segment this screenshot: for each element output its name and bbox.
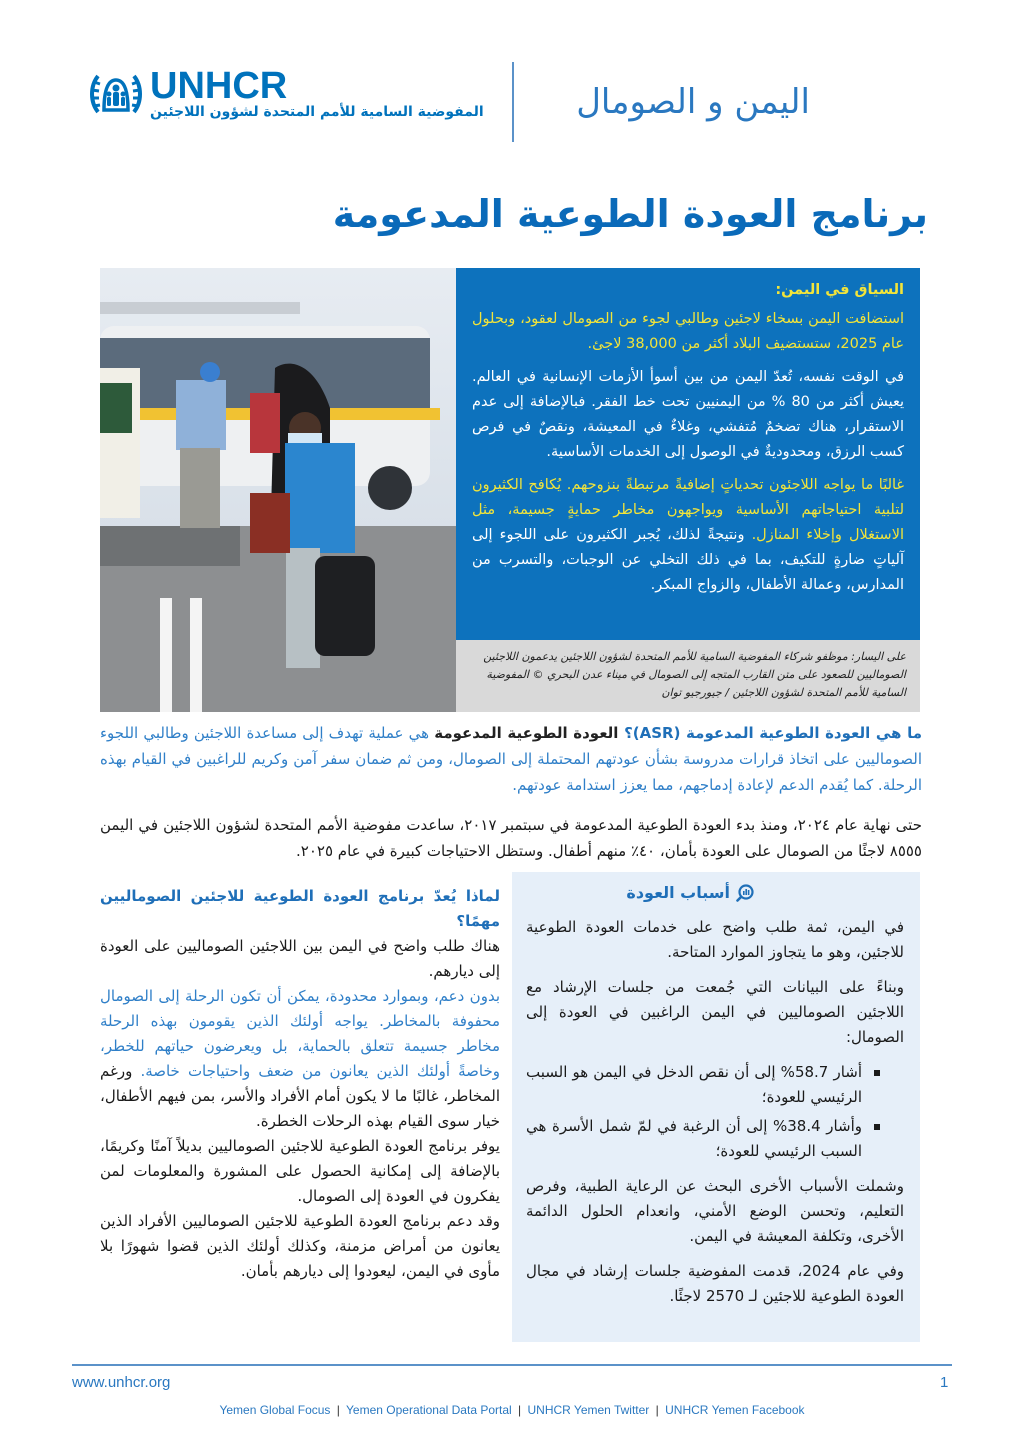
reason-income: أشار 58.7% إلى أن نقص الدخل في اليمن هو السبب الرئيسي للعودة؛: [526, 1063, 862, 1106]
context-heading: السياق في اليمن:: [775, 282, 904, 298]
reasons-paragraph-other: وشملت الأسباب الأخرى البحث عن الرعاية الطبية، وفرص التعليم، وتحسن الوضع الأمني، وانعدام الحلول الدائمة الأخرى، وتكلفة المعيشة في اليمن.: [526, 1177, 904, 1245]
risks-rest: ورغم المخاطر، غالبًا ما لا يكون أمام الأفراد والأسر، بمن فيهم الأطفال، خيار سوى القيام بهذه الرحلات الخطرة.: [100, 1062, 500, 1130]
logo-wordmark: UNHCR: [150, 65, 288, 107]
link-yemen-operational-data-portal[interactable]: Yemen Operational Data Portal: [346, 1403, 512, 1417]
reasons-list: [526, 1060, 904, 1164]
unhcr-logo: [88, 64, 508, 134]
reasons-list-item: [526, 1114, 876, 1164]
link-unhcr-yemen-twitter[interactable]: UNHCR Yemen Twitter: [527, 1403, 650, 1417]
page-title: برنامج العودة الطوعية المدعومة: [332, 192, 928, 236]
reasons-paragraph-demand: في اليمن، ثمة طلب واضح على خدمات العودة الطوعية للاجئين، وهو ما يتجاوز الموارد المتاحة.: [526, 918, 904, 961]
header-title: اليمن و الصومال: [576, 82, 810, 122]
reasons-heading: أسباب العودة: [626, 883, 730, 902]
reasons-list-item: [526, 1060, 876, 1110]
challenges-highlight: غالبًا ما يواجه اللاجئون تحدياتٍ إضافيةً مرتبطةً بنزوحهم. يُكافح الكثيرون لتلبية احتياجاتهم الأساسية ويواجهون مخاطر حمايةٍ جسيمة، مثل الاستغلال وإخلاء المنازل.: [472, 477, 904, 543]
refugees-boarding-photo: [100, 268, 456, 712]
risks-highlight: بدون دعم، وبموارد محدودة، يمكن أن تكون الرحلة إلى الصومال محفوفة بالمخاطر. يواجه أولئك الذين يقومون بهذه الرحلة مخاطر جسيمة تتعلق بالحماية، بل ويعرضون حياتهم للخطر، وخاصةً أولئك الذين يعانون من ضعف واحتياجات خاصة.: [100, 987, 500, 1080]
header-divider: [512, 62, 514, 142]
context-paragraph-crisis: في الوقت نفسه، تُعدّ اليمن من بين أسوأ الأزمات الإنسانية في العالم. يعيش أكثر من 80 % من اليمنيين تحت خط الفقر. فبالإضافة إلى عدم الاستقرار، هناك تضخمٌ مُتفشي، وغلاءٌ في المعيشة، ونقصٌ في فرص كسب الرزق، ومحدوديةٌ في الوصول إلى الخدمات الأساسية.: [472, 369, 904, 460]
link-unhcr-yemen-facebook[interactable]: UNHCR Yemen Facebook: [665, 1403, 805, 1417]
page-number: 1: [940, 1374, 949, 1391]
reasons-paragraph-counselling: وفي عام 2024، قدمت المفوضية جلسات إرشاد في مجال العودة الطوعية للاجئين لـ 2570 لاجئًا.: [526, 1262, 904, 1305]
reasons-paragraph-data: وبناءً على البيانات التي جُمعت من جلسات الإرشاد مع اللاجئين الصوماليين في اليمن الراغبين في العودة إلى الصومال:: [526, 978, 904, 1046]
footer-links: [0, 1403, 1024, 1417]
unhcr-emblem-icon: [88, 68, 144, 124]
asr-term: العودة الطوعية المدعومة: [434, 724, 625, 742]
why-paragraph-alternative: يوفر برنامج العودة الطوعية للاجئين الصوماليين بديلاً آمنًا وكريمًا، بالإضافة إلى إمكانية الحصول على المشورة والمعلومات لمن يفكرون في العودة إلى الصومال.: [100, 1137, 500, 1205]
photo-caption: على اليسار: موظفو شركاء المفوضية السامية للأمم المتحدة لشؤون اللاجئين يدعمون اللاجئين الصوماليين للصعود على متن القارب المتجه إلى الصومال في ميناء عدن البحري © المفوضية السامية للأمم المتحدة لشؤون اللاجئين / جيورجيو توان: [456, 640, 920, 712]
asr-definition: [100, 720, 922, 798]
reason-family: وأشار 38.4% إلى أن الرغبة في لمّ شمل الأسرة هي السبب الرئيسي للعودة؛: [526, 1117, 862, 1160]
why-paragraph-support: وقد دعم برنامج العودة الطوعية للاجئين الصوماليين الأفراد الذين يعانون من أمراض مزمنة، وكذلك أولئك الذين قضوا شهورًا بلا مأوى في اليمن، ليعودوا إلى ديارهم بأمان.: [100, 1212, 500, 1280]
link-separator: |: [336, 1403, 340, 1417]
context-paragraph-hosting: استضافت اليمن بسخاء لاجئين وطالبي لجوء من الصومال لعقود، وبحلول عام 2025، ستستضيف البلاد أكثر من 38,000 لاجئ.: [472, 311, 904, 352]
bullet-icon: [874, 1124, 880, 1130]
asr-description: هي عملية تهدف إلى مساعدة اللاجئين وطالبي اللجوء الصوماليين على اتخاذ قرارات مدروسة بشأن عودتهم المحتملة إلى الصومال، ومن ثم ضمان سفر آمن وكريم للراغبين في القيام بهذه الرحلة. كما يُقدم الدعم لإعادة إدماجهم، مما يعزز استدامة عودتهم.: [100, 724, 922, 794]
reasons-heading-row: [526, 880, 904, 905]
link-yemen-global-focus[interactable]: Yemen Global Focus: [219, 1403, 331, 1417]
challenges-rest: ونتيجةً لذلك، يُجبر الكثيرون على اللجوء إلى آلياتٍ ضارةٍ للتكيف، بما في ذلك التخلي عن الوجبات، والتسرب من المدارس، وعمالة الأطفال، والزواج المبكر.: [472, 527, 904, 593]
asr-question: ما هي العودة الطوعية المدعومة (ASR)؟: [624, 724, 922, 742]
magnifier-icon: [736, 884, 754, 902]
why-paragraph-demand: هناك طلب واضح في اليمن بين اللاجئين الصوماليين على العودة إلى ديارهم.: [100, 937, 500, 980]
footer-divider: [72, 1364, 952, 1366]
return-reasons-box: [512, 872, 920, 1342]
bullet-icon: [874, 1070, 880, 1076]
return-statistics-paragraph: حتى نهاية عام ٢٠٢٤، ومنذ بدء العودة الطوعية المدعومة في سبتمبر ٢٠١٧، ساعدت مفوضية الأمم المتحدة لشؤون اللاجئين في اليمن ٨٥٥٥ لاجئًا من الصومال على العودة بأمان، ٤٠٪ منهم أطفال. وستظل الاحتياجات كبيرة في عام ٢٠٢٥.: [100, 816, 922, 860]
why-heading: لماذا يُعدّ برنامج العودة الطوعية للاجئين الصوماليين مهمًا؟: [100, 887, 500, 930]
why-important-section: [100, 884, 500, 1284]
unhcr-website-link[interactable]: www.unhcr.org: [72, 1374, 171, 1391]
why-paragraph-risks: [100, 984, 500, 1134]
context-paragraph-challenges: [472, 473, 904, 598]
link-separator: |: [518, 1403, 522, 1417]
link-separator: |: [655, 1403, 659, 1417]
yemen-context-box: [456, 268, 920, 640]
logo-arabic-subtitle: المفوضية السامية للأمم المتحدة لشؤون اللاجئين: [150, 104, 484, 120]
